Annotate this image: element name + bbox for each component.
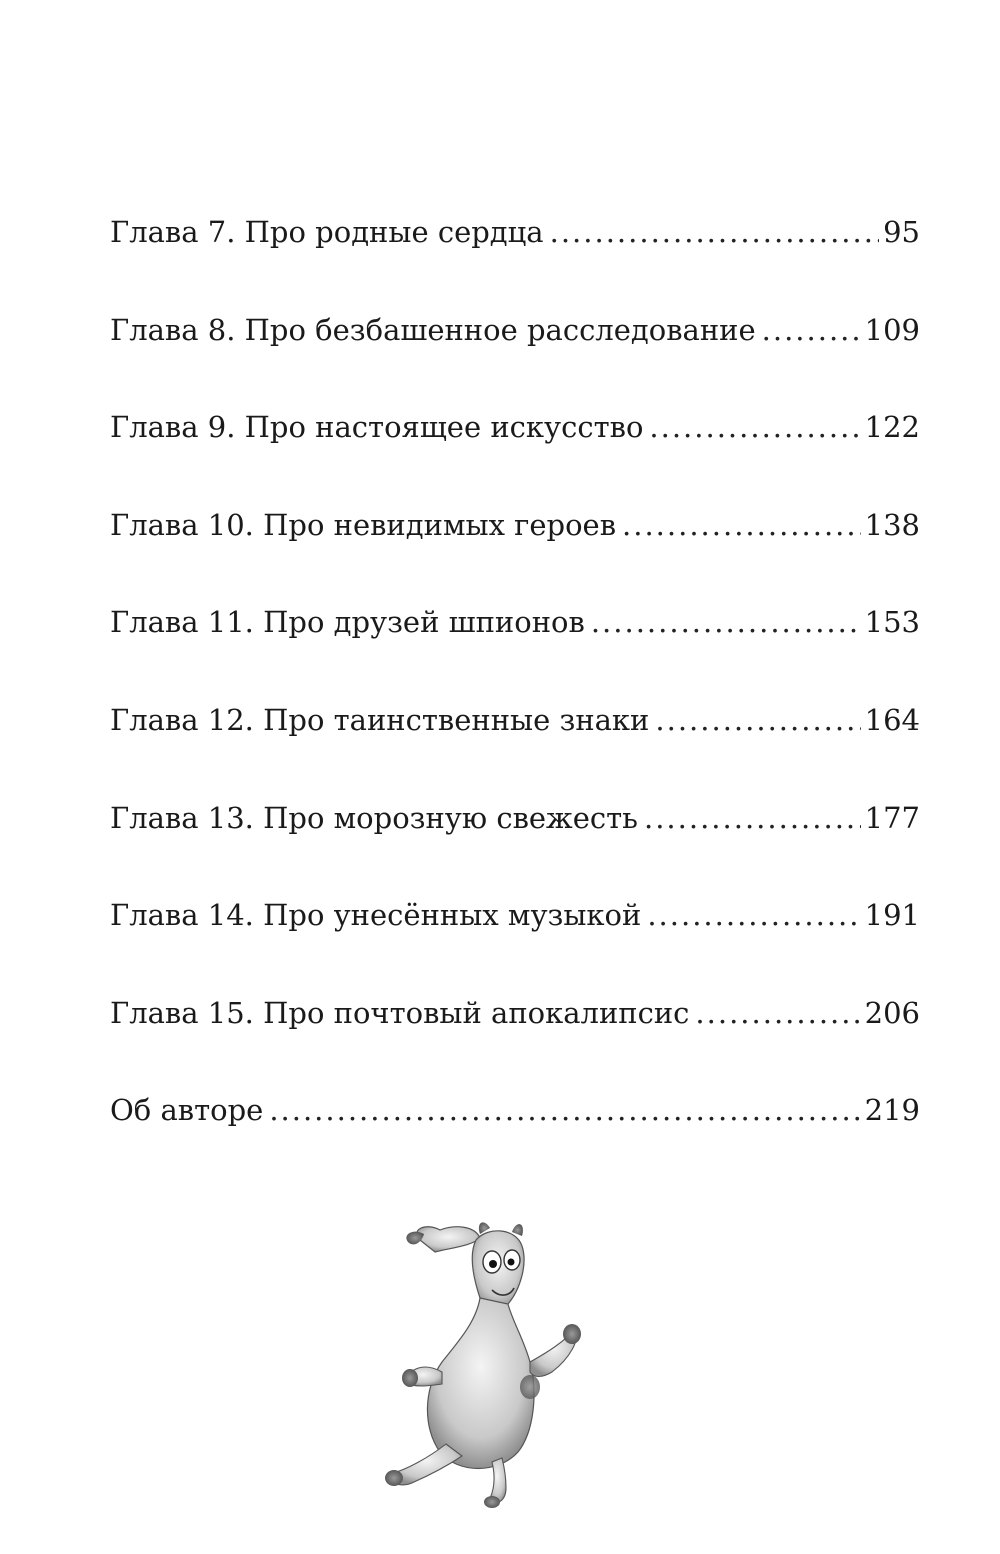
dot-leader [644,792,861,844]
toc-entry-title: Глава 10. Про невидимых героев [110,507,617,542]
table-of-contents [110,206,920,1182]
toc-entry-title: Глава 8. Про безбашенное расследование [110,312,756,347]
dancing-llama-illustration [380,1212,600,1512]
toc-entry-chapter-11[interactable] [110,596,920,694]
dot-leader [762,304,861,356]
toc-entry-page: 177 [864,800,920,835]
toc-entry-title: Глава 12. Про таинственные знаки [110,702,650,737]
toc-entry-chapter-13[interactable] [110,792,920,890]
toc-entry-title: Глава 13. Про морозную свежесть [110,800,638,835]
toc-entry-chapter-8[interactable] [110,304,920,402]
toc-entry-title: Глава 14. Про унесённых музыкой [110,898,642,933]
dot-leader [649,401,860,453]
toc-entry-title: Об авторе [110,1093,264,1128]
toc-entry-title: Глава 11. Про друзей шпионов [110,605,585,640]
toc-entry-title: Глава 9. Про настоящее искусство [110,410,644,445]
toc-entry-page: 206 [864,995,920,1030]
toc-entry-chapter-9[interactable] [110,401,920,499]
toc-entry-chapter-7[interactable] [110,206,920,304]
toc-entry-page: 153 [864,605,920,640]
toc-entry-page: 138 [864,507,920,542]
toc-entry-chapter-14[interactable] [110,889,920,987]
toc-entry-chapter-10[interactable] [110,499,920,597]
toc-entry-page: 219 [864,1093,920,1128]
toc-entry-title: Глава 15. Про почтовый апокалипсис [110,995,690,1030]
dot-leader [269,1084,860,1136]
toc-entry-page: 109 [864,312,920,347]
toc-entry-chapter-15[interactable] [110,987,920,1085]
dot-leader [591,596,861,648]
toc-entry-page: 164 [864,702,920,737]
dot-leader [622,499,861,551]
dot-leader [647,889,860,941]
toc-entry-page: 122 [864,410,920,445]
toc-entry-page: 191 [864,898,920,933]
toc-entry-title: Глава 7. Про родные сердца [110,215,544,249]
dot-leader [550,206,879,258]
toc-entry-chapter-12[interactable] [110,694,920,792]
toc-entry-about-author[interactable] [110,1084,920,1182]
dot-leader [695,987,860,1039]
dot-leader [655,694,860,746]
toc-entry-page: 95 [883,215,920,249]
